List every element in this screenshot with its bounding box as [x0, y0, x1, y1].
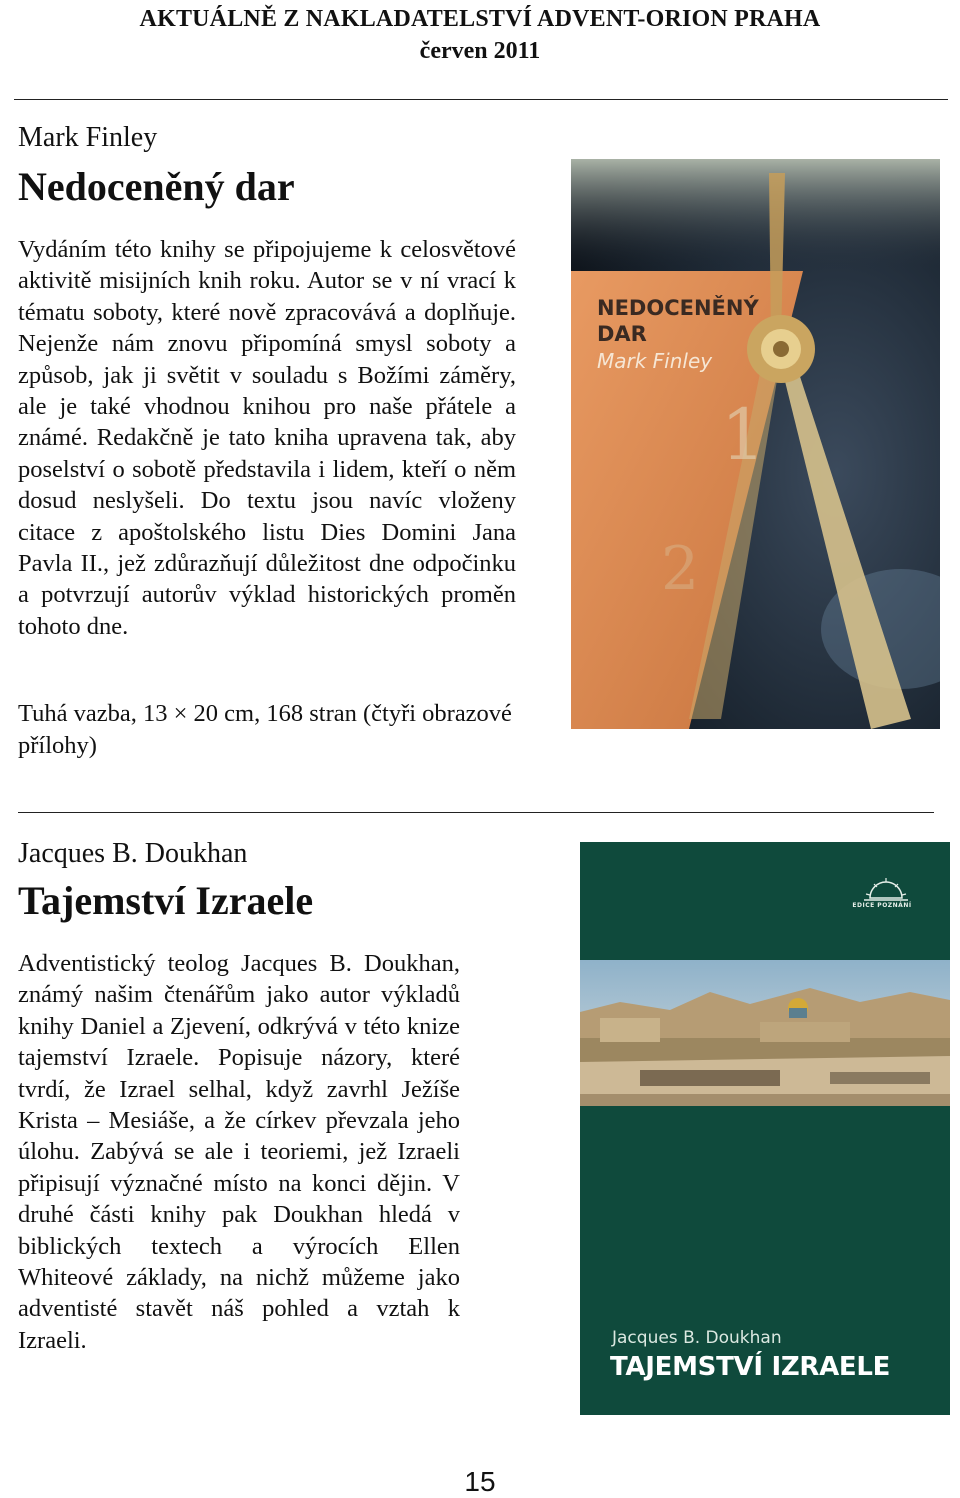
svg-text:2: 2: [661, 534, 700, 604]
publisher-logo-icon: [864, 878, 908, 900]
section-divider: [18, 812, 934, 813]
publisher-header: AKTUÁLNĚ Z NAKLADATELSTVÍ ADVENT-ORION PRAHA: [139, 6, 821, 32]
clock-hands-illustration: [571, 159, 940, 729]
book-title: Nedoceněný dar: [18, 164, 295, 209]
book-author: Jacques B. Doukhan: [18, 838, 248, 869]
top-divider: [14, 99, 948, 100]
page-number: 15: [464, 1466, 496, 1497]
book-description: Vydáním této knihy se připojujeme k celosvětové aktivitě misijních knih roku. Autor se v ní vrací k tématu soboty, které nově zpracovává a doplňuje. Nejenže nám znovu připomíná smysl soboty a způsob, jak ji světit v souladu s Božími záměry, ale je také vhodnou knihou pro naše přátele a známé. Redakčně je tato kniha upravena tak, aby poselství o sobotě představila i lidem, kteří o něm dosud neslyšeli. Do textu jsou navíc vloženy citace z apoštolského listu Dies Domini Jana Pavla II., jež zdůrazňují důležitost dne odpočinku a potvrzují autorův výklad historických proměn tohoto dne.: [18, 236, 516, 640]
book-description: Adventistický teolog Jacques B. Doukhan, známý našim čtenářům jako autor výkladů knihy Daniel a Zjevení, odkrývá v této knize tajemství Izraele. Popisuje názory, které tvrdí, že Izrael selhal, když zavrhl Ježíše Krista – Mesiáše, a že církev převzala jeho úlohu. Zabývá se ale i teoriemi, jež Izraeli připisují význačné místo na konci dějin. V druhé části knihy pak Doukhan hledá v biblických textech a výrocích Ellen Whiteové základy, na nichž můžeme jako adventisté stavět náš pohled a vztah k Izraeli.: [18, 950, 460, 1354]
issue-date: červen 2011: [419, 38, 541, 64]
book-title: Tajemství Izraele: [18, 878, 314, 923]
book-cover-image: [571, 159, 940, 729]
cover-author: Mark Finley: [597, 349, 713, 373]
book-author: Mark Finley: [18, 122, 158, 153]
cover-series-label: EDICE POZNÁNÍ: [852, 902, 912, 909]
cover-title: NEDOCENĚNÝ DAR: [597, 296, 759, 346]
book-cover-image: [580, 842, 950, 1415]
cover-author: Jacques B. Doukhan: [612, 1328, 782, 1348]
cover-title: TAJEMSTVÍ IZRAELE: [610, 1352, 891, 1382]
book-specs: Tuhá vazba, 13 × 20 cm, 168 stran (čtyři obrazové přílohy): [18, 700, 512, 759]
svg-text:1: 1: [721, 394, 766, 476]
